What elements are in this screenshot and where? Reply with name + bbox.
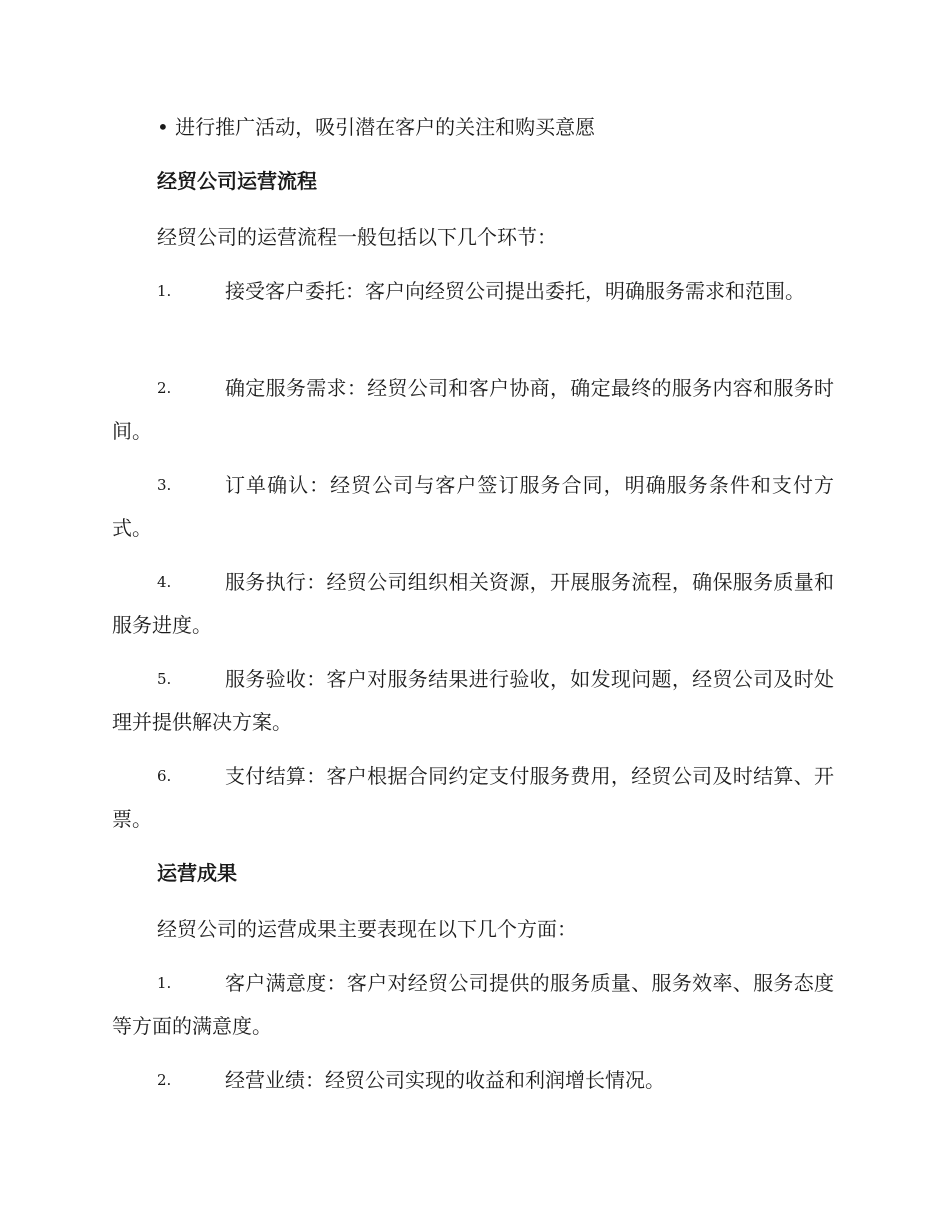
list-item-text: 客户满意度：客户对经贸公司提供的服务质量、服务效率、服务态度等方面的满意度。 — [112, 971, 834, 1038]
list-item-number: 1. — [157, 282, 172, 300]
list-item-text: 服务验收：客户对服务结果进行验收，如发现问题，经贸公司及时处理并提供解决方案。 — [112, 667, 834, 734]
section-intro-operation-process: 经贸公司的运营流程一般包括以下几个环节： — [157, 225, 557, 249]
list-item-number: 1. — [157, 974, 172, 992]
list-item-number: 2. — [157, 1071, 172, 1089]
list-item — [112, 658, 834, 744]
section-intro-operation-results: 经贸公司的运营成果主要表现在以下几个方面： — [157, 917, 577, 941]
list-item-text: 确定服务需求：经贸公司和客户协商，确定最终的服务内容和服务时间。 — [112, 376, 834, 443]
bullet-item-promotion: • 进行推广活动，吸引潜在客户的关注和购买意愿 — [157, 115, 596, 139]
list-item — [112, 962, 834, 1048]
list-item-text: 支付结算：客户根据合同约定支付服务费用，经贸公司及时结算、开票。 — [112, 764, 834, 831]
section-heading-operation-process: 经贸公司运营流程 — [157, 169, 317, 193]
list-item-text: 接受客户委托：客户向经贸公司提出委托，明确服务需求和范围。 — [225, 279, 805, 303]
list-item-number: 3. — [157, 476, 172, 494]
list-item-text: 订单确认：经贸公司与客户签订服务合同，明确服务条件和支付方式。 — [112, 473, 834, 540]
list-item — [112, 367, 834, 453]
list-item-number: 6. — [157, 767, 172, 785]
section-heading-operation-results: 运营成果 — [157, 861, 237, 885]
list-item-number: 4. — [157, 573, 172, 591]
list-item — [112, 561, 834, 647]
list-item — [112, 1059, 834, 1102]
list-item-number: 2. — [157, 379, 172, 397]
list-item-text: 经营业绩：经贸公司实现的收益和利润增长情况。 — [225, 1068, 665, 1092]
list-item-number: 5. — [157, 670, 172, 688]
list-item — [112, 755, 834, 841]
list-item — [112, 464, 834, 550]
list-item — [112, 270, 834, 313]
list-item-text: 服务执行：经贸公司组织相关资源，开展服务流程，确保服务质量和服务进度。 — [112, 570, 834, 637]
